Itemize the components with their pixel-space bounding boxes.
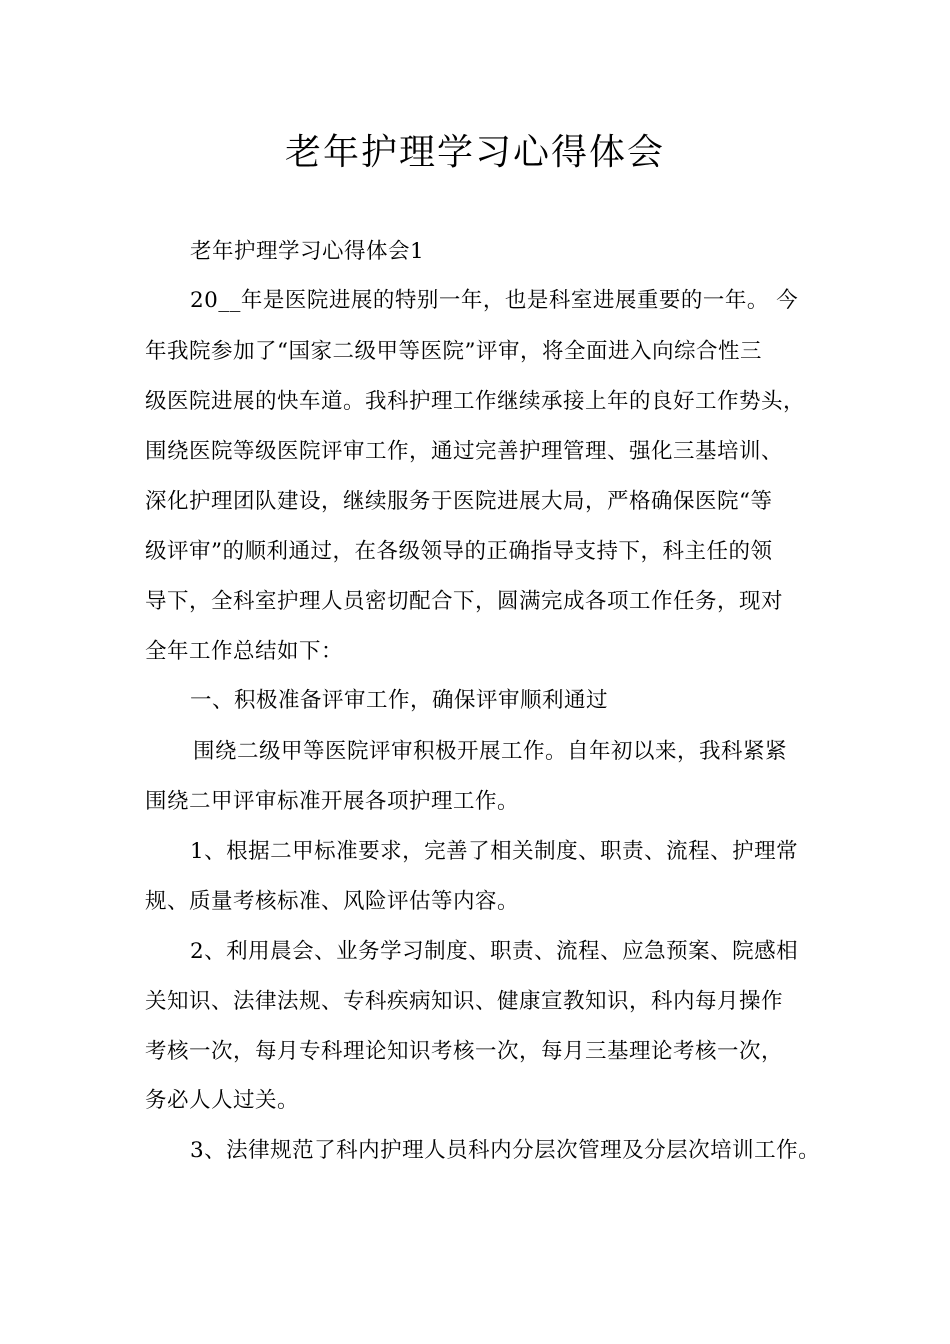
document-title: 老年护理学习心得体会 — [284, 132, 665, 173]
paragraph-line: 导下，全科室护理人员密切配合下，圆满完成各项工作任务，现对 — [145, 589, 784, 614]
paragraph-line: 全年工作总结如下： — [145, 639, 344, 664]
paragraph-line: 围绕医院等级医院评审工作，通过完善护理管理、强化三基培训、 — [145, 439, 784, 464]
list-item-line: 3、法律规范了科内护理人员科内分层次管理及分层次培训工作。 — [190, 1138, 821, 1163]
list-item-line: 2、利用晨会、业务学习制度、职责、流程、应急预案、院感相 — [190, 939, 799, 964]
paragraph-line: 级评审”的顺利通过，在各级领导的正确指导支持下，科主任的领 — [145, 539, 773, 564]
paragraph-line: 年我院参加了“国家二级甲等医院”评审，将全面进入向综合性三 — [145, 339, 762, 364]
paragraph-line: 级医院进展的快车道。我科护理工作继续承接上年的良好工作势头， — [145, 389, 806, 414]
list-item-line: 考核一次，每月专科理论知识考核一次，每月三基理论考核一次， — [145, 1039, 784, 1064]
list-item-line: 务必人人过关。 — [145, 1088, 300, 1113]
paragraph-line: 围绕二甲评审标准开展各项护理工作。 — [145, 789, 520, 814]
section-heading: 老年护理学习心得体会1 — [190, 239, 425, 264]
paragraph-line: 20__年是医院进展的特别一年，也是科室进展重要的一年。 今 — [190, 288, 799, 313]
list-item-line: 1、根据二甲标准要求，完善了相关制度、职责、流程、护理常 — [190, 839, 799, 864]
paragraph-line: 深化护理团队建设，继续服务于医院进展大局，严格确保医院“等 — [145, 489, 773, 514]
list-item-line: 规、质量考核标准、风险评估等内容。 — [145, 889, 520, 914]
paragraph-line: 围绕二级甲等医院评审积极开展工作。自年初以来，我科紧紧 — [193, 739, 788, 764]
list-item-line: 关知识、法律法规、专科疾病知识、健康宣教知识，科内每月操作 — [145, 989, 784, 1014]
section-heading: 一、积极准备评审工作，确保评审顺利通过 — [190, 688, 609, 713]
